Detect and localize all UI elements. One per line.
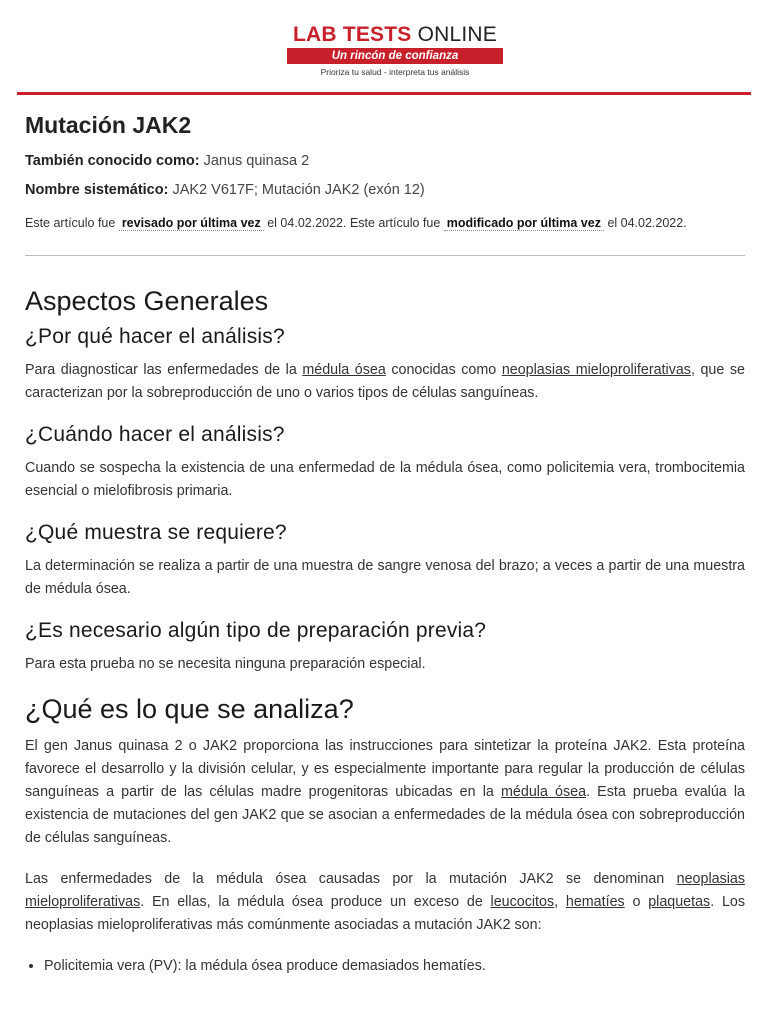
bone-marrow-link-2[interactable]: médula ósea xyxy=(501,784,587,800)
site-logo[interactable] xyxy=(287,24,503,77)
logo-subtitle: Un rincón de confianza xyxy=(287,48,503,64)
sample-heading: ¿Qué muestra se requiere? xyxy=(25,521,287,544)
why-text xyxy=(25,359,745,405)
platelets-link[interactable]: plaquetas xyxy=(648,894,711,910)
reviewed-label[interactable]: revisado por última vez xyxy=(119,216,264,231)
mpn-list xyxy=(25,955,745,978)
analysis-paragraph-2 xyxy=(25,868,745,937)
modified-label[interactable]: modificado por última vez xyxy=(444,216,604,231)
aka-line xyxy=(25,151,745,171)
logo-online: ONLINE xyxy=(417,23,497,46)
leukocytes-link[interactable]: leucocitos xyxy=(490,894,555,910)
analysis-paragraph-1 xyxy=(25,735,745,850)
logo-lab-tests: LAB TESTS xyxy=(293,23,412,46)
analysis-p2-d: o xyxy=(624,894,649,910)
why-heading: ¿Por qué hacer el análisis? xyxy=(25,325,285,348)
systematic-value: JAK2 V617F; Mutación JAK2 (exón 12) xyxy=(172,182,425,198)
modified-date: el 04.02.2022. xyxy=(607,216,687,230)
list-item: • Policitemia vera (PV): la médula ósea produce demasiados hematíes. xyxy=(44,955,745,978)
analysis-p2-a: Las enfermedades de la médula ósea causadas por la mutación JAK2 se denominan xyxy=(25,871,677,887)
preparation-heading: ¿Es necesario algún tipo de preparación previa? xyxy=(25,619,487,642)
logo-tagline: Prioriza tu salud - interpreta tus análisis xyxy=(320,67,470,77)
systematic-line xyxy=(25,180,745,200)
review-info xyxy=(25,214,745,232)
why-text-c: , que se caracterizan por la sobreproducción de uno o varios tipos de células sanguíneas. xyxy=(25,362,745,401)
analysis-p2-e: . Los neoplasias mieloproliferativas más comúnmente asociadas a mutación JAK2 son: xyxy=(25,894,745,933)
analysis-p1-a: El gen Janus quinasa 2 o JAK2 proporciona las instrucciones para sintetizar la proteína JAK2. Esta proteína favorece el desarrollo y la división celular, y es especialmente importante para regular la producción de células sanguíneas a partir de las células madre progenitoras ubicadas en la xyxy=(25,738,745,800)
analysis-heading: ¿Qué es lo que se analiza? xyxy=(25,694,354,724)
when-heading: ¿Cuándo hacer el análisis? xyxy=(25,423,285,446)
overview-heading: Aspectos Generales xyxy=(25,286,269,316)
mpn-link-2[interactable]: neoplasias mieloproliferativas xyxy=(25,871,745,910)
logo-title xyxy=(287,24,503,46)
reviewed-date: el 04.02.2022. Este artículo fue xyxy=(267,216,441,230)
analysis-p2-b: . En ellas, la médula ósea produce un exceso de xyxy=(140,894,491,910)
analysis-p2-c: , xyxy=(554,894,566,910)
systematic-label: Nombre sistemático: xyxy=(25,182,169,198)
divider xyxy=(25,255,745,256)
sample-text: La determinación se realiza a partir de una muestra de sangre venosa del brazo; a veces a partir de una muestra de médula ósea. xyxy=(25,558,745,597)
analysis-p1-b: . Esta prueba evalúa la existencia de mutaciones del gen JAK2 que se asocian a enfermedades de la médula ósea con sobreproducción de células sanguíneas. xyxy=(25,784,746,846)
red-cells-link[interactable]: hematíes xyxy=(565,894,625,910)
site-header xyxy=(17,0,751,95)
mpn-link[interactable]: neoplasias mieloproliferativas xyxy=(501,362,691,378)
aka-value: Janus quinasa 2 xyxy=(203,153,310,169)
why-text-b: conocidas como xyxy=(385,362,502,378)
article-title: Mutación JAK2 xyxy=(25,112,192,138)
aka-label: También conocido como: xyxy=(25,153,200,169)
why-text-a: Para diagnosticar las enfermedades de la xyxy=(25,362,303,378)
preparation-text: Para esta prueba no se necesita ninguna preparación especial. xyxy=(25,656,426,672)
when-text: Cuando se sospecha la existencia de una enfermedad de la médula ósea, como policitemia vera, trombocitemia esencial o mielofibrosis primaria. xyxy=(25,460,745,499)
article-content xyxy=(25,95,745,978)
bone-marrow-link[interactable]: médula ósea xyxy=(302,362,386,378)
review-prefix: Este artículo fue xyxy=(25,216,116,230)
